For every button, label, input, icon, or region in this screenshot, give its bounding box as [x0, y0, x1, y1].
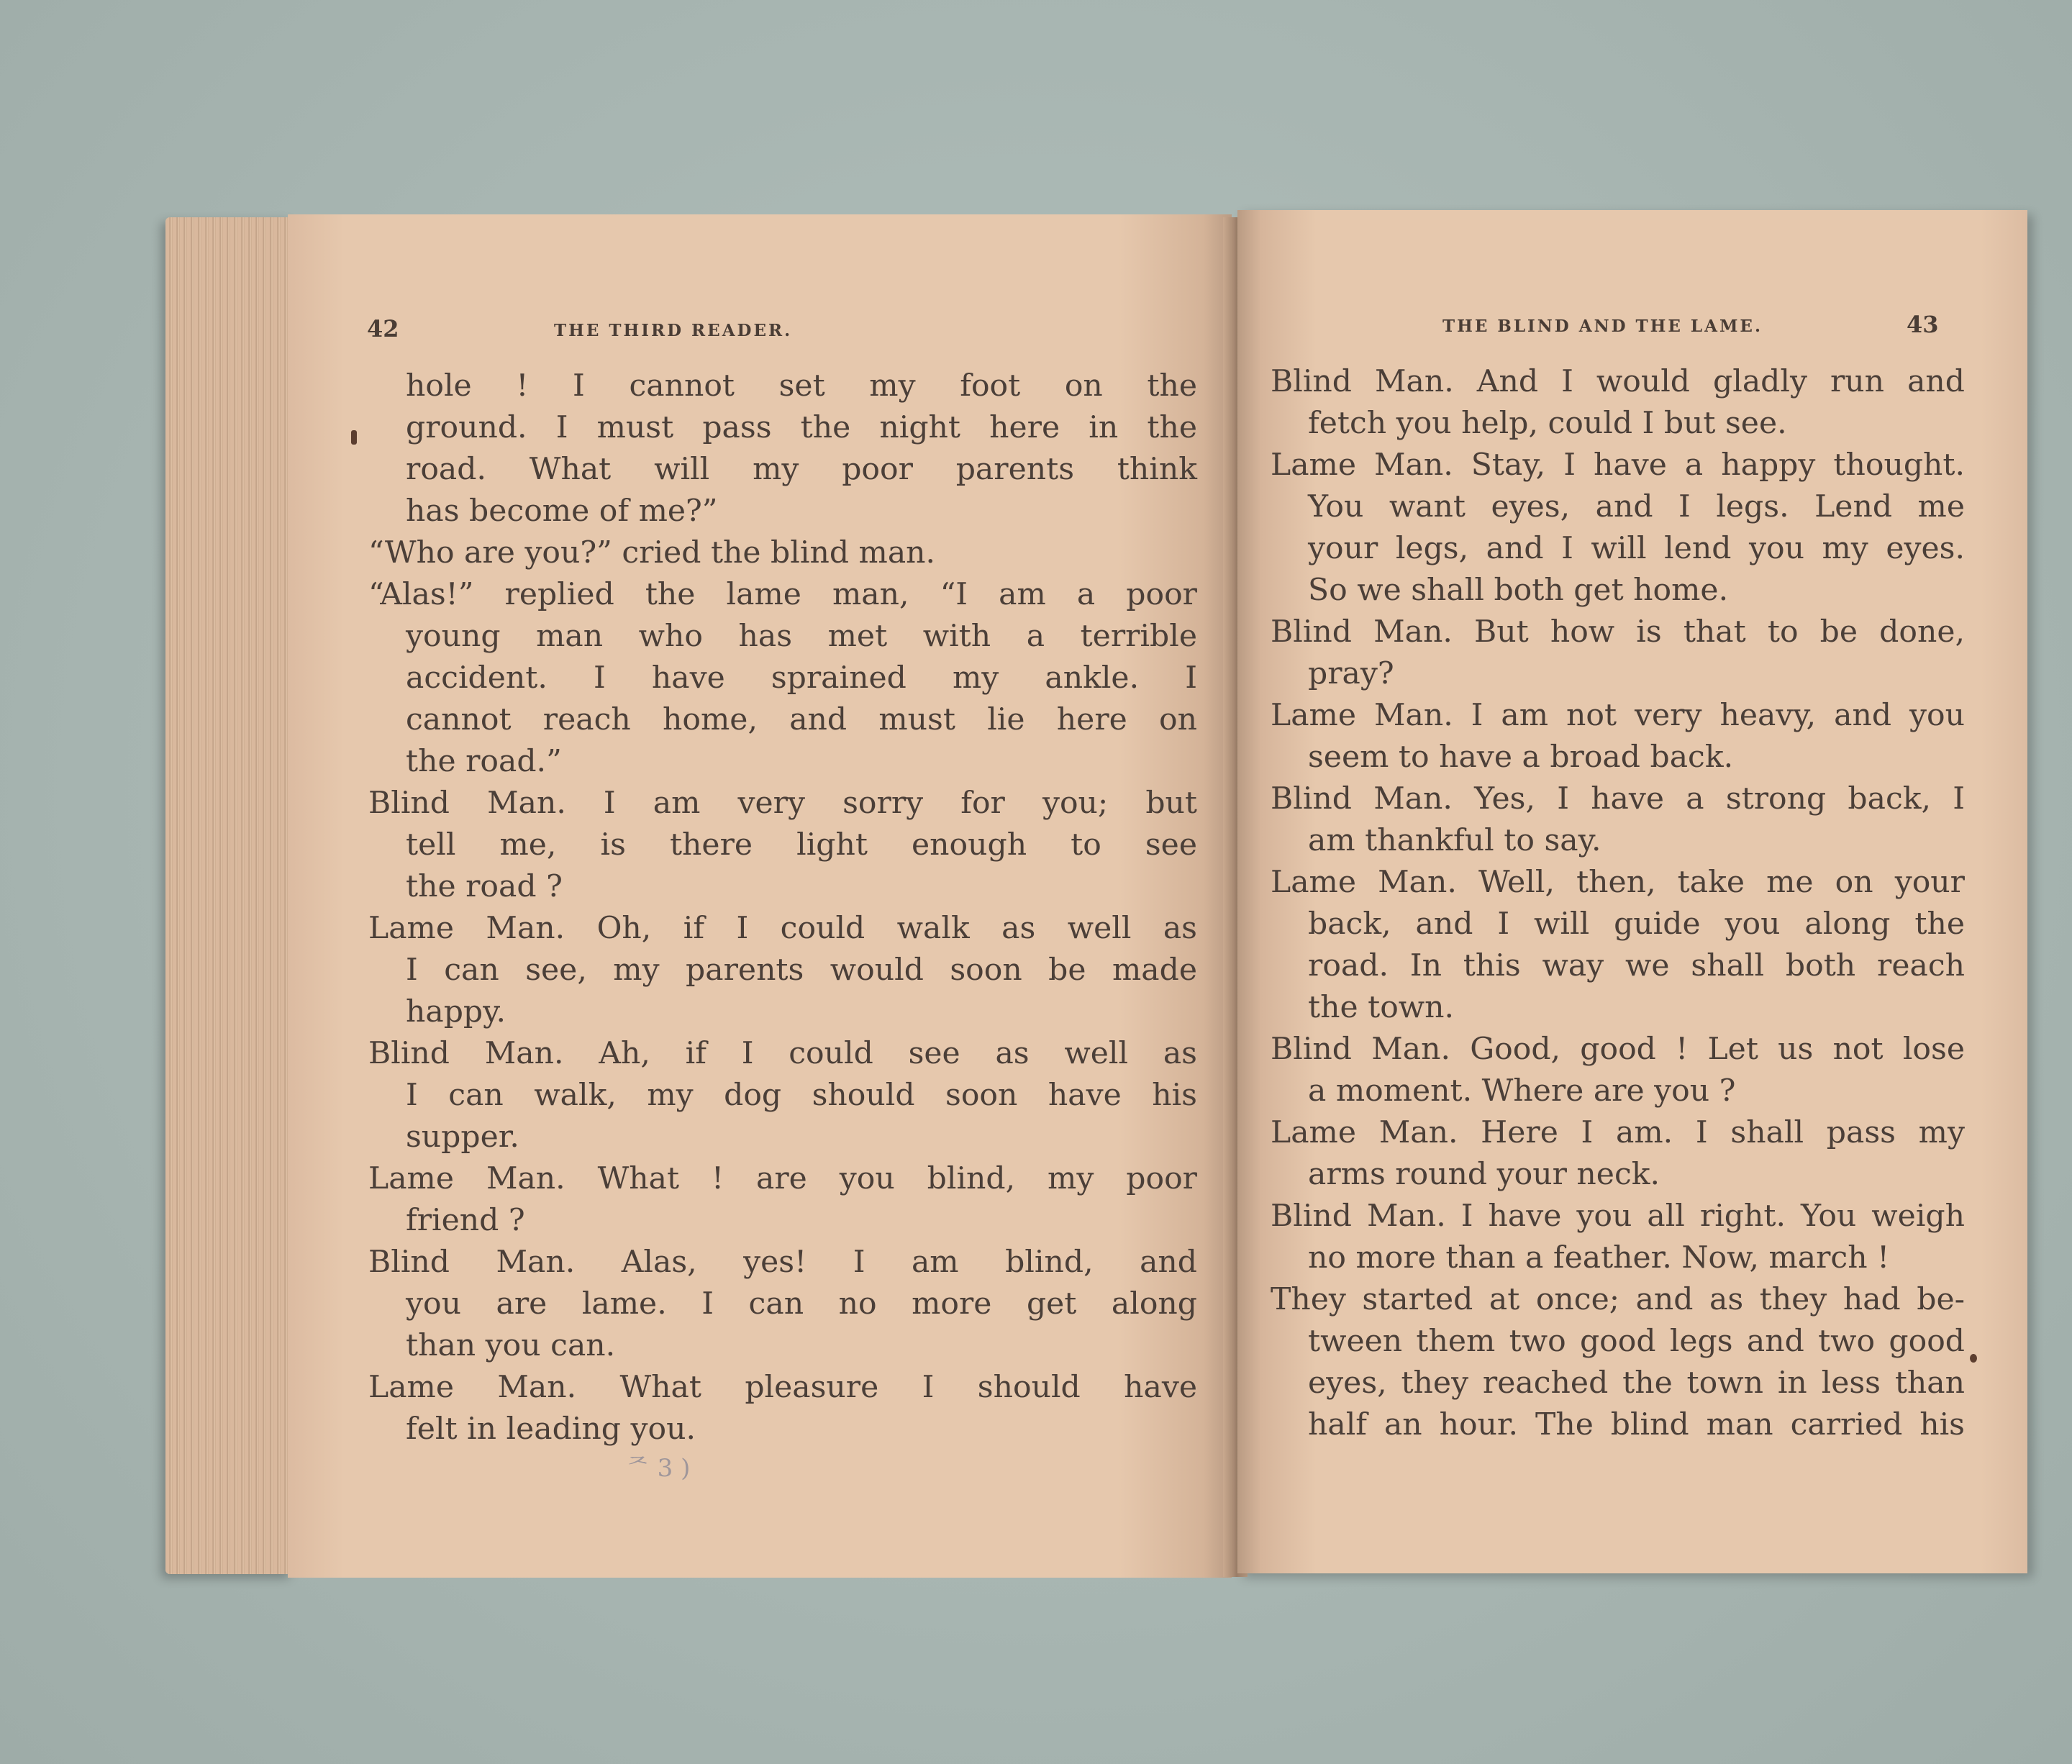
text-line: I can walk, my dog should soon have his: [406, 1078, 1197, 1113]
text-line: Blind Man. Alas, yes! I am blind, and: [368, 1245, 1197, 1280]
text-line: no more than a feather. Now, march !: [1308, 1240, 1890, 1276]
left-page: [288, 214, 1232, 1578]
right-running-head: THE BLIND AND THE LAME.: [1442, 317, 1763, 336]
text-line: You want eyes, and I legs. Lend me: [1308, 489, 1965, 524]
text-line: young man who has met with a terrible: [406, 619, 1197, 654]
text-line: the road ?: [406, 869, 563, 904]
left-page-text: [368, 365, 1197, 1450]
text-line: Lame Man. What pleasure I should have: [368, 1370, 1197, 1405]
text-line: accident. I have sprained my ankle. I: [406, 660, 1197, 696]
text-line: “Alas!” replied the lame man, “I am a poor: [368, 577, 1197, 612]
right-page-text: [1271, 361, 1965, 1446]
text-line: am thankful to say.: [1308, 823, 1601, 858]
text-line: Lame Man. Well, then, take me on your: [1271, 865, 1965, 900]
text-line: a moment. Where are you ?: [1308, 1073, 1736, 1109]
text-line: cannot reach home, and must lie here on: [406, 702, 1197, 737]
page-edges: [165, 217, 294, 1574]
text-line: road. In this way we shall both reach: [1308, 948, 1965, 983]
text-line: back, and I will guide you along the: [1308, 906, 1965, 942]
text-line: seem to have a broad back.: [1308, 740, 1734, 775]
pencil-note: ᄌ 3 ): [626, 1454, 691, 1483]
text-line: pray?: [1308, 656, 1394, 691]
text-line: tell me, is there light enough to see: [406, 827, 1197, 863]
text-line: hole ! I cannot set my foot on the: [406, 368, 1197, 404]
text-line: fetch you help, could I but see.: [1308, 406, 1787, 441]
text-line: tween them two good legs and two good: [1308, 1324, 1965, 1359]
text-line: Lame Man. Here I am. I shall pass my: [1271, 1115, 1965, 1150]
ink-spot: [351, 430, 357, 445]
text-line: Blind Man. I am very sorry for you; but: [368, 786, 1197, 821]
right-page: [1237, 210, 2027, 1573]
text-line: than you can.: [406, 1328, 616, 1363]
right-page-number: 43: [1907, 311, 1939, 338]
text-line: Blind Man. I have you all right. You weigh: [1271, 1199, 1965, 1234]
text-line: road. What will my poor parents think: [406, 452, 1197, 487]
text-line: eyes, they reached the town in less than: [1308, 1365, 1965, 1401]
text-line: ground. I must pass the night here in the: [406, 410, 1197, 445]
text-line: you are lame. I can no more get along: [406, 1286, 1197, 1322]
text-line: the road.”: [406, 744, 562, 779]
open-book: [165, 207, 1965, 1581]
text-line: felt in leading you.: [406, 1411, 696, 1447]
text-line: Blind Man. And I would gladly run and: [1271, 364, 1965, 399]
text-line: friend ?: [406, 1203, 525, 1238]
text-line: arms round your neck.: [1308, 1157, 1660, 1192]
ink-spot-right: [1970, 1354, 1977, 1363]
text-line: half an hour. The blind man carried his: [1308, 1407, 1965, 1442]
text-line: I can see, my parents would soon be made: [406, 953, 1197, 988]
text-line: supper.: [406, 1119, 519, 1155]
text-line: Lame Man. Oh, if I could walk as well as: [368, 911, 1197, 946]
text-line: has become of me?”: [406, 494, 718, 529]
text-line: Blind Man. Good, good ! Let us not lose: [1271, 1032, 1965, 1067]
text-line: So we shall both get home.: [1308, 573, 1729, 608]
text-line: Lame Man. Stay, I have a happy thought.: [1271, 447, 1965, 483]
text-line: Blind Man. Ah, if I could see as well as: [368, 1036, 1197, 1071]
left-running-head: THE THIRD READER.: [554, 321, 793, 340]
text-line: Lame Man. I am not very heavy, and you: [1271, 698, 1965, 733]
left-page-number: 42: [367, 315, 399, 342]
text-line: the town.: [1308, 990, 1455, 1025]
text-line: your legs, and I will lend you my eyes.: [1308, 531, 1965, 566]
text-line: happy.: [406, 994, 506, 1029]
text-line: They started at once; and as they had be-: [1271, 1282, 1965, 1317]
text-line: Lame Man. What ! are you blind, my poor: [368, 1161, 1197, 1196]
text-line: Blind Man. But how is that to be done,: [1271, 614, 1965, 650]
text-line: “Who are you?” cried the blind man.: [368, 535, 936, 570]
text-line: Blind Man. Yes, I have a strong back, I: [1271, 781, 1965, 817]
